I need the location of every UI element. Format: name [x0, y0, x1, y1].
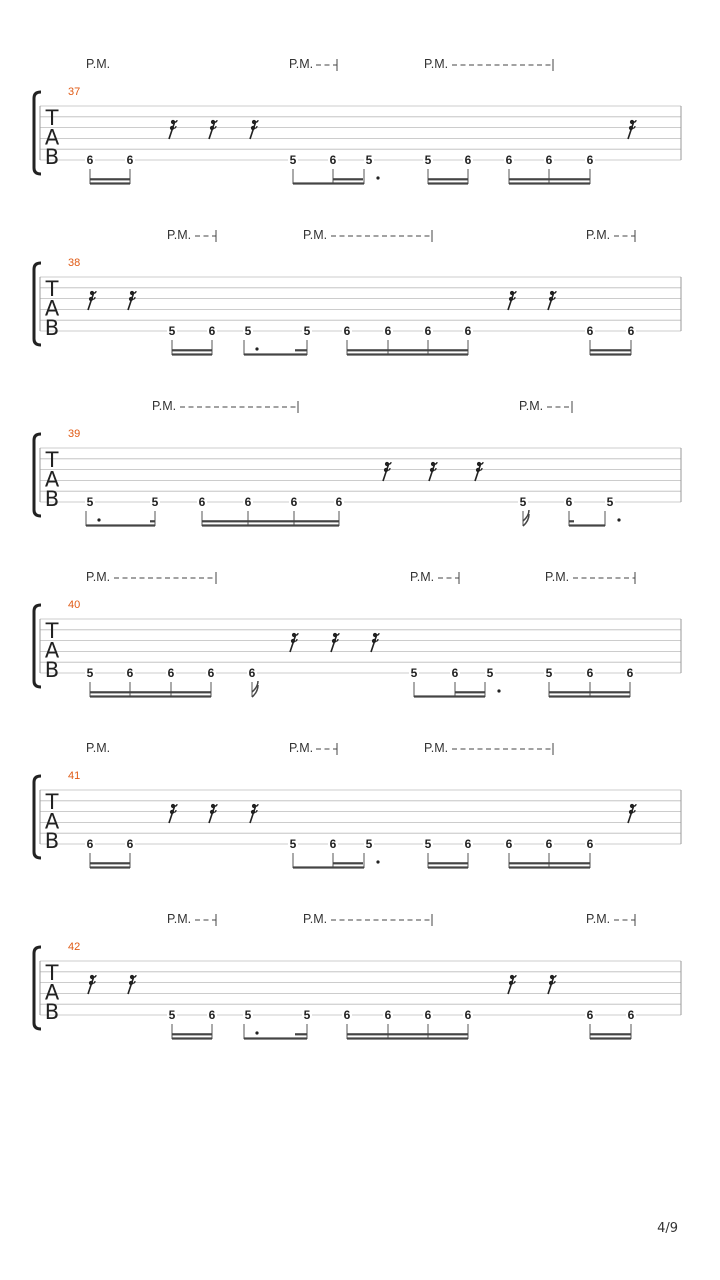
- measure-number: 38: [68, 257, 81, 269]
- note-beam: [347, 1037, 468, 1039]
- fret-number: 6: [586, 1008, 594, 1022]
- measure-number: 39: [68, 428, 81, 440]
- measure-number: 40: [68, 599, 81, 611]
- partial-beam: [150, 520, 155, 522]
- fret-number: 5: [289, 837, 297, 851]
- tab-system-39: [34, 399, 681, 527]
- page-number: 4/9: [657, 1221, 678, 1236]
- fret-number: 6: [505, 153, 513, 167]
- note-beam: [509, 178, 590, 180]
- augmentation-dot: [97, 518, 100, 521]
- fret-number: 6: [545, 837, 553, 851]
- note-beam: [86, 524, 155, 526]
- palm-mute-label: P.M.: [167, 912, 192, 926]
- note-beam: [569, 524, 605, 526]
- partial-beam: [569, 520, 574, 522]
- fret-number: 6: [248, 666, 256, 680]
- sixteenth-rest-icon: [475, 462, 483, 481]
- palm-mute-label: P.M.: [424, 741, 449, 755]
- fret-number: 5: [365, 837, 373, 851]
- note-beam: [509, 866, 590, 868]
- tab-clef-letter: T: [45, 961, 59, 985]
- partial-beam: [295, 1033, 307, 1035]
- measure-number: 42: [68, 941, 81, 953]
- fret-number: 6: [586, 324, 594, 338]
- fret-number: 6: [335, 495, 343, 509]
- sixteenth-rest-icon: [88, 291, 96, 310]
- palm-mute-label: P.M.: [86, 570, 111, 584]
- sixteenth-rest-icon: [331, 633, 339, 652]
- sixteenth-rest-icon: [371, 633, 379, 652]
- sixteenth-rest-icon: [128, 291, 136, 310]
- note-beam: [172, 1033, 212, 1035]
- fret-number: 6: [343, 1008, 351, 1022]
- palm-mute-label: P.M.: [152, 399, 177, 413]
- sixteenth-rest-icon: [429, 462, 437, 481]
- fret-number: 6: [627, 1008, 635, 1022]
- note-beam: [172, 353, 212, 355]
- fret-number: 6: [198, 495, 206, 509]
- note-beam: [90, 182, 130, 184]
- fret-number: 5: [168, 324, 176, 338]
- fret-number: 5: [365, 153, 373, 167]
- fret-number: 6: [464, 324, 472, 338]
- sixteenth-rest-icon: [128, 975, 136, 994]
- fret-number: 6: [464, 153, 472, 167]
- tab-clef-letter: A: [44, 467, 60, 492]
- fret-number: 6: [126, 666, 134, 680]
- fret-number: 5: [86, 666, 94, 680]
- tab-system-38: [34, 228, 681, 356]
- fret-number: 5: [410, 666, 418, 680]
- tab-clef-letter: B: [44, 829, 60, 853]
- fret-number: 6: [329, 153, 337, 167]
- palm-mute-label: P.M.: [424, 57, 449, 71]
- fret-number: 6: [290, 495, 298, 509]
- fret-number: 5: [606, 495, 614, 509]
- note-beam: [90, 866, 130, 868]
- note-beam: [549, 691, 630, 693]
- fret-number: 6: [586, 837, 594, 851]
- tab-clef-letter: T: [45, 106, 59, 130]
- fret-number: 6: [208, 324, 216, 338]
- sixteenth-rest-icon: [250, 804, 258, 823]
- note-beam: [293, 866, 364, 868]
- fret-number: 6: [244, 495, 252, 509]
- fret-number: 6: [329, 837, 337, 851]
- note-beam: [509, 862, 590, 864]
- fret-number: 5: [303, 1008, 311, 1022]
- palm-mute-label: P.M.: [545, 570, 570, 584]
- tab-clef-letter: B: [44, 145, 60, 169]
- note-beam: [347, 353, 468, 355]
- partial-beam: [295, 349, 307, 351]
- augmentation-dot: [497, 689, 500, 692]
- note-beam: [172, 1037, 212, 1039]
- palm-mute-label: P.M.: [586, 912, 611, 926]
- tab-clef-letter: B: [44, 316, 60, 340]
- note-beam: [90, 695, 211, 697]
- note-beam: [244, 1037, 307, 1039]
- fret-number: 5: [303, 324, 311, 338]
- sixteenth-rest-icon: [209, 120, 217, 139]
- palm-mute-label: P.M.: [167, 228, 192, 242]
- fret-number: 5: [519, 495, 527, 509]
- fret-number: 6: [167, 666, 175, 680]
- tab-system-42: [34, 912, 681, 1040]
- sixteenth-rest-icon: [548, 975, 556, 994]
- sixteenth-rest-icon: [628, 120, 636, 139]
- fret-number: 5: [244, 324, 252, 338]
- note-beam: [202, 524, 339, 526]
- note-beam: [428, 182, 468, 184]
- palm-mute-label: P.M.: [289, 741, 314, 755]
- fret-number: 5: [424, 837, 432, 851]
- fret-number: 6: [126, 837, 134, 851]
- tab-clef-letter: T: [45, 790, 59, 814]
- note-beam: [333, 862, 363, 864]
- fret-number: 6: [464, 837, 472, 851]
- fret-number: 5: [244, 1008, 252, 1022]
- fret-number: 6: [586, 153, 594, 167]
- fret-number: 6: [424, 1008, 432, 1022]
- fret-number: 6: [86, 837, 94, 851]
- tab-clef-letter: B: [44, 1000, 60, 1024]
- fret-number: 5: [289, 153, 297, 167]
- note-beam: [428, 862, 468, 864]
- augmentation-dot: [376, 176, 379, 179]
- augmentation-dot: [255, 1031, 258, 1034]
- sixteenth-rest-icon: [209, 804, 217, 823]
- note-beam: [347, 349, 468, 351]
- note-beam: [347, 1033, 468, 1035]
- fret-number: 6: [86, 153, 94, 167]
- palm-mute-label: P.M.: [586, 228, 611, 242]
- note-beam: [455, 691, 485, 693]
- fret-number: 5: [151, 495, 159, 509]
- note-beam: [590, 1033, 631, 1035]
- tab-clef-letter: A: [44, 296, 60, 321]
- note-beam: [90, 178, 130, 180]
- fret-number: 6: [626, 666, 634, 680]
- palm-mute-label: P.M.: [410, 570, 435, 584]
- note-beam: [428, 178, 468, 180]
- fret-number: 5: [168, 1008, 176, 1022]
- note-beam: [202, 520, 339, 522]
- sixteenth-rest-icon: [88, 975, 96, 994]
- sixteenth-rest-icon: [290, 633, 298, 652]
- augmentation-dot: [255, 347, 258, 350]
- note-beam: [549, 695, 630, 697]
- sixteenth-rest-icon: [628, 804, 636, 823]
- fret-number: 6: [208, 1008, 216, 1022]
- fret-number: 6: [126, 153, 134, 167]
- tab-clef-letter: T: [45, 277, 59, 301]
- palm-mute-label: P.M.: [86, 741, 111, 755]
- augmentation-dot: [617, 518, 620, 521]
- palm-mute-label: P.M.: [86, 57, 111, 71]
- sixteenth-rest-icon: [169, 804, 177, 823]
- fret-number: 6: [586, 666, 594, 680]
- sixteenth-rest-icon: [250, 120, 258, 139]
- fret-number: 6: [384, 1008, 392, 1022]
- tab-clef-letter: T: [45, 619, 59, 643]
- tab-clef-letter: A: [44, 125, 60, 150]
- note-beam: [90, 862, 130, 864]
- fret-number: 6: [207, 666, 215, 680]
- sixteenth-rest-icon: [508, 975, 516, 994]
- measure-number: 37: [68, 86, 81, 98]
- tab-system-37: [34, 57, 681, 185]
- note-beam: [590, 353, 631, 355]
- fret-number: 6: [384, 324, 392, 338]
- tab-clef-letter: B: [44, 658, 60, 682]
- tab-system-41: [34, 741, 681, 869]
- fret-number: 6: [505, 837, 513, 851]
- palm-mute-label: P.M.: [519, 399, 544, 413]
- fret-number: 6: [343, 324, 351, 338]
- fret-number: 6: [627, 324, 635, 338]
- fret-number: 6: [451, 666, 459, 680]
- measure-number: 41: [68, 770, 81, 782]
- palm-mute-label: P.M.: [303, 228, 328, 242]
- note-beam: [333, 178, 363, 180]
- palm-mute-label: P.M.: [289, 57, 314, 71]
- augmentation-dot: [376, 860, 379, 863]
- sixteenth-rest-icon: [508, 291, 516, 310]
- fret-number: 5: [545, 666, 553, 680]
- sixteenth-rest-icon: [169, 120, 177, 139]
- note-beam: [293, 182, 364, 184]
- sixteenth-rest-icon: [383, 462, 391, 481]
- fret-number: 6: [424, 324, 432, 338]
- note-beam: [428, 866, 468, 868]
- fret-number: 6: [545, 153, 553, 167]
- palm-mute-label: P.M.: [303, 912, 328, 926]
- note-beam: [90, 691, 211, 693]
- note-beam: [414, 695, 485, 697]
- tab-clef-letter: A: [44, 638, 60, 663]
- tab-clef-letter: T: [45, 448, 59, 472]
- note-beam: [590, 1037, 631, 1039]
- fret-number: 5: [424, 153, 432, 167]
- fret-number: 5: [86, 495, 94, 509]
- fret-number: 6: [464, 1008, 472, 1022]
- tab-clef-letter: A: [44, 980, 60, 1005]
- fret-number: 6: [565, 495, 573, 509]
- tab-system-40: [34, 570, 681, 698]
- note-beam: [509, 182, 590, 184]
- sixteenth-rest-icon: [548, 291, 556, 310]
- note-beam: [590, 349, 631, 351]
- note-beam: [244, 353, 307, 355]
- fret-number: 5: [486, 666, 494, 680]
- tab-clef-letter: A: [44, 809, 60, 834]
- note-beam: [172, 349, 212, 351]
- tab-clef-letter: B: [44, 487, 60, 511]
